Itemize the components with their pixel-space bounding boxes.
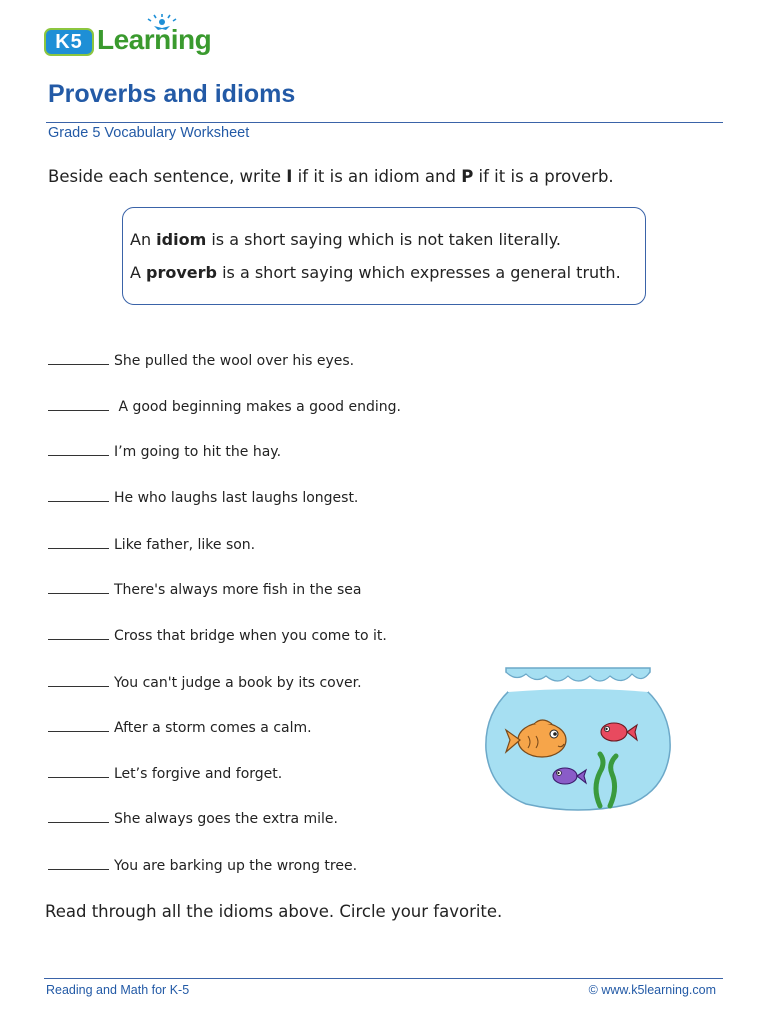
- answer-blank[interactable]: [48, 441, 109, 456]
- answer-blank[interactable]: [48, 579, 109, 594]
- fishbowl-icon: [482, 664, 674, 812]
- logo-text: Learning: [97, 24, 212, 55]
- answer-blank[interactable]: [48, 763, 109, 778]
- instructions: Beside each sentence, write I if it is an idiom and P if it is a proverb.: [48, 167, 614, 186]
- answer-blank[interactable]: [48, 717, 109, 732]
- list-item: A good beginning makes a good ending.: [48, 396, 401, 416]
- page-subtitle: Grade 5 Vocabulary Worksheet: [48, 125, 250, 141]
- closing-instruction: Read through all the idioms above. Circle your favorite.: [45, 902, 503, 921]
- proverb-letter: P: [461, 167, 474, 186]
- logo-badge: K5: [44, 28, 94, 56]
- idiom-letter: I: [286, 167, 293, 186]
- answer-blank[interactable]: [48, 855, 109, 870]
- page-title: Proverbs and idioms: [48, 80, 296, 108]
- answer-blank[interactable]: [48, 672, 109, 687]
- answer-blank[interactable]: [48, 625, 109, 640]
- list-item: She pulled the wool over his eyes.: [48, 350, 354, 370]
- header-divider: [46, 122, 723, 123]
- idiom-definition: An idiom is a short saying which is not taken literally.: [130, 230, 561, 249]
- answer-blank[interactable]: [48, 396, 109, 411]
- list-item: Let’s forgive and forget.: [48, 763, 282, 783]
- list-item: Cross that bridge when you come to it.: [48, 625, 387, 645]
- list-item: He who laughs last laughs longest.: [48, 487, 358, 507]
- list-item: There's always more fish in the sea: [48, 579, 362, 599]
- footer-divider: [44, 978, 723, 979]
- answer-blank[interactable]: [48, 808, 109, 823]
- list-item: After a storm comes a calm.: [48, 717, 312, 737]
- list-item: I’m going to hit the hay.: [48, 441, 281, 461]
- list-item: You can't judge a book by its cover.: [48, 672, 362, 692]
- answer-blank[interactable]: [48, 350, 109, 365]
- definition-box: [122, 207, 646, 305]
- answer-blank[interactable]: [48, 534, 109, 549]
- proverb-definition: A proverb is a short saying which expresses a general truth.: [130, 263, 621, 282]
- list-item: Like father, like son.: [48, 534, 255, 554]
- list-item: She always goes the extra mile.: [48, 808, 338, 828]
- footer-website-link[interactable]: © www.k5learning.com: [588, 983, 716, 997]
- footer-tagline: Reading and Math for K-5: [46, 983, 190, 997]
- list-item: You are barking up the wrong tree.: [48, 855, 357, 875]
- k5-logo: [44, 14, 212, 60]
- answer-blank[interactable]: [48, 487, 109, 502]
